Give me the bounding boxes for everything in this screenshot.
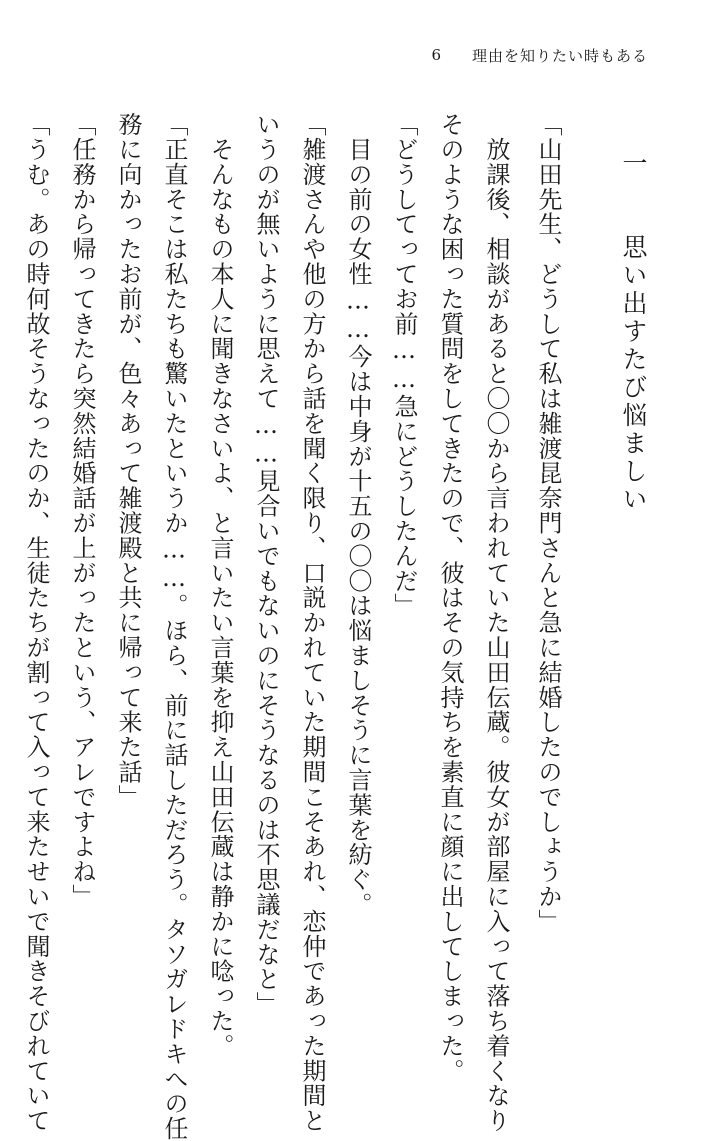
text-line: 「雑渡さんや他の方から話を聞く限り、口説かれていた期間こそあれ、恋仲であった期間と (298, 112, 326, 1133)
chapter-title: 思い出すたび悩ましい (619, 234, 648, 514)
text-line: いうのが無いように思えて……見合いでもないのにそうなるのは不思議だなと」 (252, 112, 280, 1017)
text-line: 務に向かったお前が、色々あって雑渡殿と共に帰って来た話」 (114, 112, 142, 810)
text-line: 「うむ。あの時何故そうなったのか、生徒たちが割って入って来たせいで聞きそびれていて (22, 112, 50, 1133)
text-line: 放課後、相談があると〇〇から言われていた山田伝蔵。彼女が部屋に入って落ち着くなり (482, 112, 510, 1133)
text-line: 「正直そこは私たちも驚いたというか……。ほら、前に話しただろう。タソガレドキへの任 (160, 112, 188, 1141)
text-line: 「任務から帰ってきたら突然結婚話が上がったという、アレですよね」 (68, 112, 96, 909)
text-line: そんなもの本人に聞きなさいよ、と言いたい言葉を抑え山田伝蔵は静かに唸った。 (206, 112, 234, 1059)
running-header (431, 43, 648, 67)
text-line: そのような困った質問をしてきたので、彼はその気持ちを素直に顔に出してしまった。 (436, 112, 464, 1084)
page-number: 6 (431, 46, 442, 64)
chapter-heading (621, 150, 646, 514)
text-line: 「どうしてってお前……急にどうしたんだ」 (390, 112, 418, 618)
running-title: 理由を知りたい時もある (471, 46, 648, 65)
text-line: 「山田先生、どうして私は雑渡昆奈門さんと急に結婚したのでしょうか」 (534, 112, 562, 934)
text-line: 目の前の女性……今は中身が十五の〇〇は悩ましそうに言葉を紡ぐ。 (344, 112, 372, 917)
chapter-number: 一 (619, 150, 648, 175)
